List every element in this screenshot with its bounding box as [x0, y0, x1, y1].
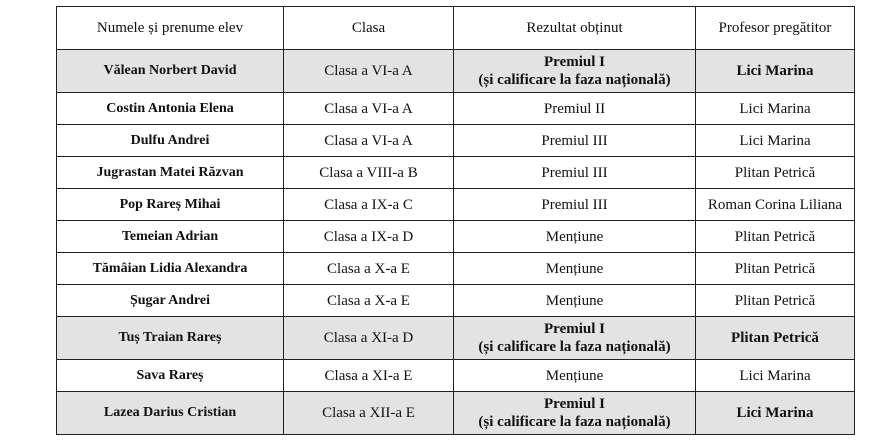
- student-class: Clasa a XII-a E: [284, 392, 454, 435]
- table-row: [57, 285, 855, 317]
- table-row: [57, 221, 855, 253]
- student-result: Mențiune: [454, 253, 696, 285]
- results-table: [56, 6, 855, 435]
- student-name: Tămâian Lidia Alexandra: [57, 253, 284, 285]
- header-result: Rezultat obținut: [454, 7, 696, 50]
- table-row: [57, 317, 855, 360]
- student-teacher: Lici Marina: [696, 392, 855, 435]
- result-label: Premiul I: [544, 54, 605, 70]
- student-teacher: Lici Marina: [696, 50, 855, 93]
- student-name: Lazea Darius Cristian: [57, 392, 284, 435]
- student-class: Clasa a VIII-a B: [284, 157, 454, 189]
- result-label: Premiul I: [544, 396, 605, 412]
- table-row: [57, 50, 855, 93]
- student-name: Șugar Andrei: [57, 285, 284, 317]
- student-class: Clasa a VI-a A: [284, 93, 454, 125]
- student-result: [454, 392, 696, 435]
- student-teacher: Plitan Petrică: [696, 285, 855, 317]
- student-result: Premiul III: [454, 189, 696, 221]
- result-note: (și calificare la faza națională): [478, 414, 671, 430]
- student-result: Premiul III: [454, 125, 696, 157]
- student-name: Costin Antonia Elena: [57, 93, 284, 125]
- table-row: [57, 189, 855, 221]
- student-result: Premiul III: [454, 157, 696, 189]
- student-teacher: Lici Marina: [696, 360, 855, 392]
- student-teacher: Lici Marina: [696, 125, 855, 157]
- student-class: Clasa a X-a E: [284, 285, 454, 317]
- student-result: Premiul II: [454, 93, 696, 125]
- student-name: Dulfu Andrei: [57, 125, 284, 157]
- student-result: Mențiune: [454, 221, 696, 253]
- student-name: Tuș Traian Rareș: [57, 317, 284, 360]
- student-teacher: Plitan Petrică: [696, 253, 855, 285]
- student-class: Clasa a XI-a E: [284, 360, 454, 392]
- student-class: Clasa a VI-a A: [284, 125, 454, 157]
- student-class: Clasa a XI-a D: [284, 317, 454, 360]
- table-row: [57, 125, 855, 157]
- result-label: Premiul I: [544, 321, 605, 337]
- student-result: Mențiune: [454, 360, 696, 392]
- header-name: Numele și prenume elev: [57, 7, 284, 50]
- header-teacher: Profesor pregătitor: [696, 7, 855, 50]
- student-name: Pop Rareș Mihai: [57, 189, 284, 221]
- student-class: Clasa a IX-a D: [284, 221, 454, 253]
- student-teacher: Plitan Petrică: [696, 157, 855, 189]
- table-row: [57, 93, 855, 125]
- student-name: Temeian Adrian: [57, 221, 284, 253]
- student-class: Clasa a X-a E: [284, 253, 454, 285]
- student-teacher: Lici Marina: [696, 93, 855, 125]
- table-row: [57, 360, 855, 392]
- student-teacher: Plitan Petrică: [696, 221, 855, 253]
- header-row: [57, 7, 855, 50]
- student-result: [454, 50, 696, 93]
- student-teacher: Plitan Petrică: [696, 317, 855, 360]
- student-class: Clasa a VI-a A: [284, 50, 454, 93]
- student-name: Sava Rareș: [57, 360, 284, 392]
- student-class: Clasa a IX-a C: [284, 189, 454, 221]
- student-name: Vălean Norbert David: [57, 50, 284, 93]
- header-class: Clasa: [284, 7, 454, 50]
- student-teacher: Roman Corina Liliana: [696, 189, 855, 221]
- student-result: Mențiune: [454, 285, 696, 317]
- result-note: (și calificare la faza națională): [478, 72, 671, 88]
- table-row: [57, 392, 855, 435]
- result-note: (și calificare la faza națională): [478, 339, 671, 355]
- student-result: [454, 317, 696, 360]
- table-row: [57, 157, 855, 189]
- student-name: Jugrastan Matei Răzvan: [57, 157, 284, 189]
- table-row: [57, 253, 855, 285]
